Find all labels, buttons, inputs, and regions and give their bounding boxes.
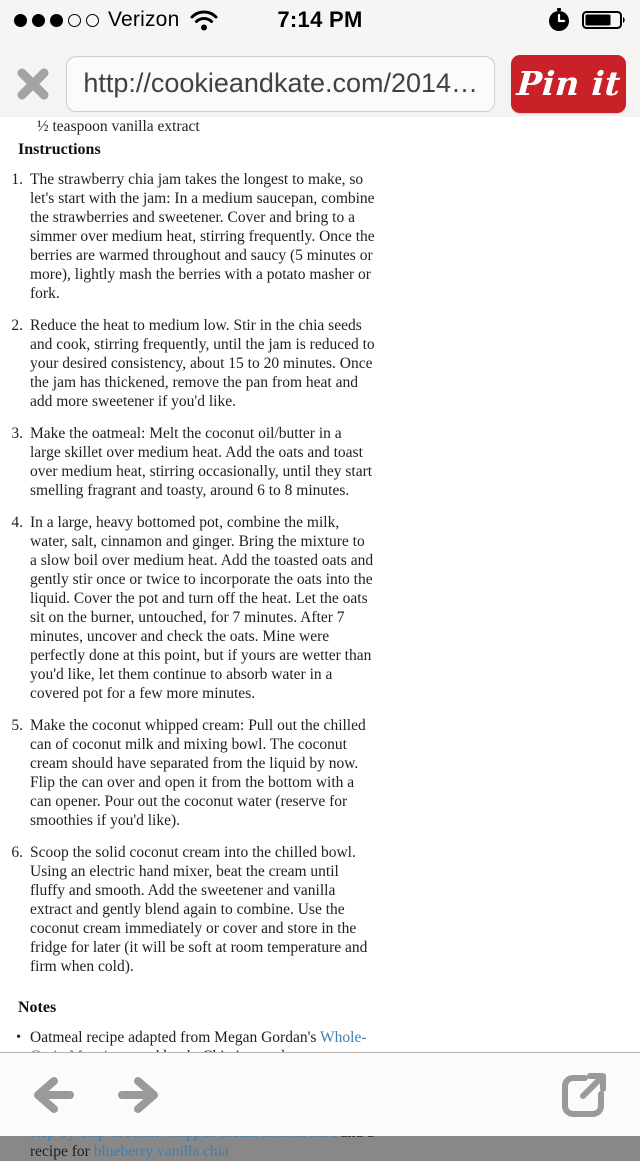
close-icon — [14, 65, 52, 103]
step-text: Make the oatmeal: Melt the coconut oil/butter in a large skillet over medium heat. Add the oats and toast over medium heat, stirring occasionally, until they start smelling fragrant and toasty, around 6 to 8 minutes. — [30, 425, 373, 499]
back-button[interactable] — [28, 1067, 84, 1123]
web-content — [0, 117, 640, 1160]
instruction-step — [0, 716, 640, 830]
step-text: In a large, heavy bottomed pot, combine the milk, water, salt, cinnamon and ginger. Bring the mixture to a slow boil over medium heat. Add the toasted oats and gently stir once or twice to incorporate the oats into the liquid. Cover the pot and turn off the heat. Let the oats sit on the burner, untouched, for 7 minutes. After 7 minutes, uncover and check the oats. Mine were perfectly done at this point, but if yours are wetter than you'd like, let them continue to absorb water in a covered pot for a few more minutes. — [30, 514, 374, 702]
step-text: The strawberry chia jam takes the longest to make, so let's start with the jam: In a medium saucepan, combine the strawberries and sweetener. Cover and bring to a simmer over medium heat, stirring frequently. Once the berries are warmed throughout and saucy (5 minutes or more), lightly mash the berries with a potato masher or fork. — [30, 171, 375, 302]
open-in-browser-button[interactable] — [556, 1067, 612, 1123]
note-link[interactable]: blueberry vanilla chia — [93, 1143, 229, 1160]
browser-chrome-bar — [0, 40, 640, 135]
instruction-step — [0, 424, 640, 500]
battery-icon — [582, 9, 626, 31]
clipped-ingredient-line: ½ teaspoon vanilla extract — [37, 118, 200, 135]
signal-dot — [14, 14, 27, 27]
step-number: 4. — [11, 514, 23, 531]
instructions-list — [0, 170, 640, 976]
step-text: Reduce the heat to medium low. Stir in the chia seeds and cook, stirring frequently, until the jam is reduced to your desired consistency, about 15 to 20 minutes. Once the jam has thickened, remove the pan from heat and add more sweetener if you'd like. — [30, 317, 375, 410]
note-link[interactable]: Whole- — [320, 1029, 367, 1046]
signal-dot — [50, 14, 63, 27]
signal-dot — [68, 14, 81, 27]
instruction-step — [0, 513, 640, 703]
instructions-heading: Instructions — [18, 141, 101, 158]
step-number: 6. — [11, 844, 23, 861]
close-button[interactable] — [14, 62, 52, 106]
alarm-clock-icon — [546, 7, 572, 33]
status-bar — [0, 0, 640, 40]
forward-button[interactable] — [108, 1067, 164, 1123]
pin-it-label: Pin it — [515, 64, 622, 103]
clock-time: 7:14 PM — [277, 7, 363, 32]
step-number: 1. — [11, 171, 23, 188]
browser-toolbar — [0, 1052, 640, 1136]
export-icon — [557, 1068, 611, 1122]
notes-heading: Notes — [18, 999, 57, 1016]
step-number: 5. — [11, 717, 23, 734]
note-text: Oatmeal recipe adapted from Megan Gordan's — [30, 1029, 321, 1046]
signal-dot — [32, 14, 45, 27]
wifi-icon — [189, 8, 219, 32]
pin-it-button[interactable] — [511, 55, 626, 113]
carrier-label: Verizon — [108, 8, 180, 31]
forward-arrow-icon — [110, 1073, 162, 1117]
step-text: Scoop the solid coconut cream into the chilled bowl. Using an electric hand mixer, beat the cream until fluffy and smooth. Add the sweetener and vanilla extract and gently blend again to combine. Use the coconut cream immediately or cover and store in the fridge for later (it will be soft at room temperature and firm when cold). — [30, 844, 368, 975]
step-text: Make the coconut whipped cream: Pull out the chilled can of coconut milk and mixing bowl. The coconut cream should have separated from the liquid by now. Flip the can over and open it from the bottom with a can opener. Pour out the coconut water (reserve for smoothies if you'd like). — [30, 717, 366, 829]
url-text: http://cookieandkate.com/2014… — [83, 68, 479, 98]
signal-strength-dots — [14, 14, 99, 27]
signal-dot — [86, 14, 99, 27]
instruction-step — [0, 316, 640, 411]
url-field[interactable] — [66, 56, 495, 112]
instruction-step — [0, 170, 640, 303]
step-number: 2. — [11, 317, 23, 334]
bullet-marker: • — [16, 1030, 21, 1045]
note-text: recipe for — [30, 1143, 90, 1160]
step-number: 3. — [11, 425, 23, 442]
back-arrow-icon — [30, 1073, 82, 1117]
instruction-step — [0, 843, 640, 976]
